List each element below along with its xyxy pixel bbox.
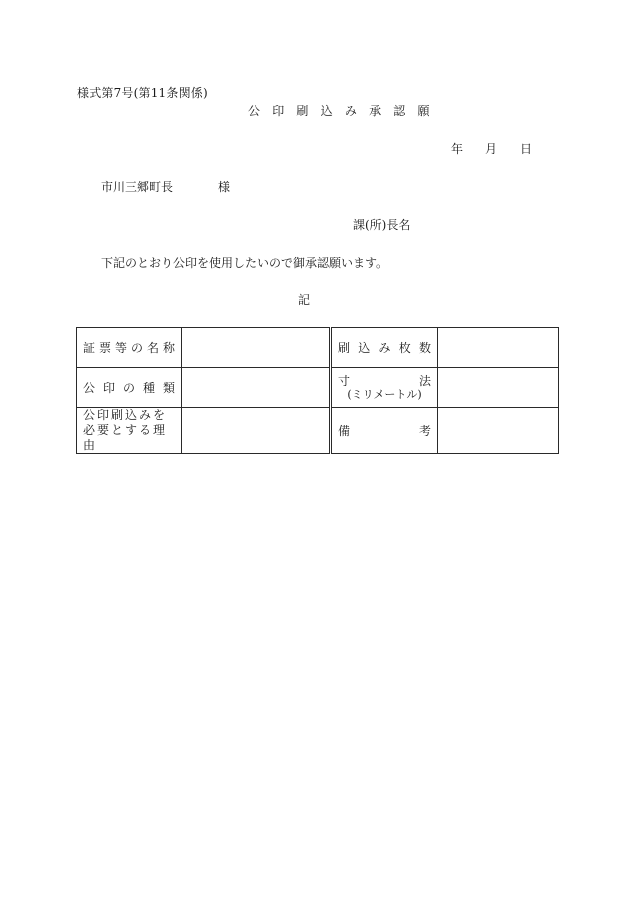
addressee-honorific: 様 — [218, 180, 231, 194]
size-label-right: 法 — [418, 373, 431, 388]
table-row — [77, 328, 559, 368]
reason-field[interactable] — [182, 408, 331, 454]
size-label-left: 寸 — [338, 373, 351, 388]
cert-name-label: 証票等の名称 — [77, 328, 182, 368]
ki-heading: 記 — [298, 293, 311, 307]
remarks-label — [331, 408, 438, 454]
size-unit-label: (ミリメートル) — [347, 387, 422, 401]
application-table — [76, 327, 559, 454]
date-day-label: 日 — [520, 142, 533, 156]
seal-type-label: 公印の種類 — [77, 368, 182, 408]
sender-label: 課(所)長名 — [353, 218, 411, 232]
table-row — [77, 408, 559, 454]
addressee-name: 市川三郷町長 — [101, 180, 174, 194]
remarks-field[interactable] — [438, 408, 559, 454]
cert-name-field[interactable] — [182, 328, 331, 368]
remarks-label-right: 考 — [418, 424, 431, 438]
print-count-label: 刷込み枚数 — [331, 328, 438, 368]
date-month-label: 月 — [485, 142, 498, 156]
print-count-field[interactable] — [438, 328, 559, 368]
document-title: 公 印 刷 込 み 承 認 願 — [248, 104, 434, 118]
seal-type-field[interactable] — [182, 368, 331, 408]
table-row — [77, 368, 559, 408]
size-field[interactable] — [438, 368, 559, 408]
size-label — [331, 368, 438, 408]
remarks-label-left: 備 — [338, 424, 351, 438]
date-year-label: 年 — [451, 142, 464, 156]
reason-label: 公印刷込みを必要とする理由 — [77, 408, 182, 454]
request-body-text: 下記のとおり公印を使用したいので御承認願います。 — [101, 256, 389, 270]
form-number: 様式第7号(第11条関係) — [77, 86, 208, 100]
